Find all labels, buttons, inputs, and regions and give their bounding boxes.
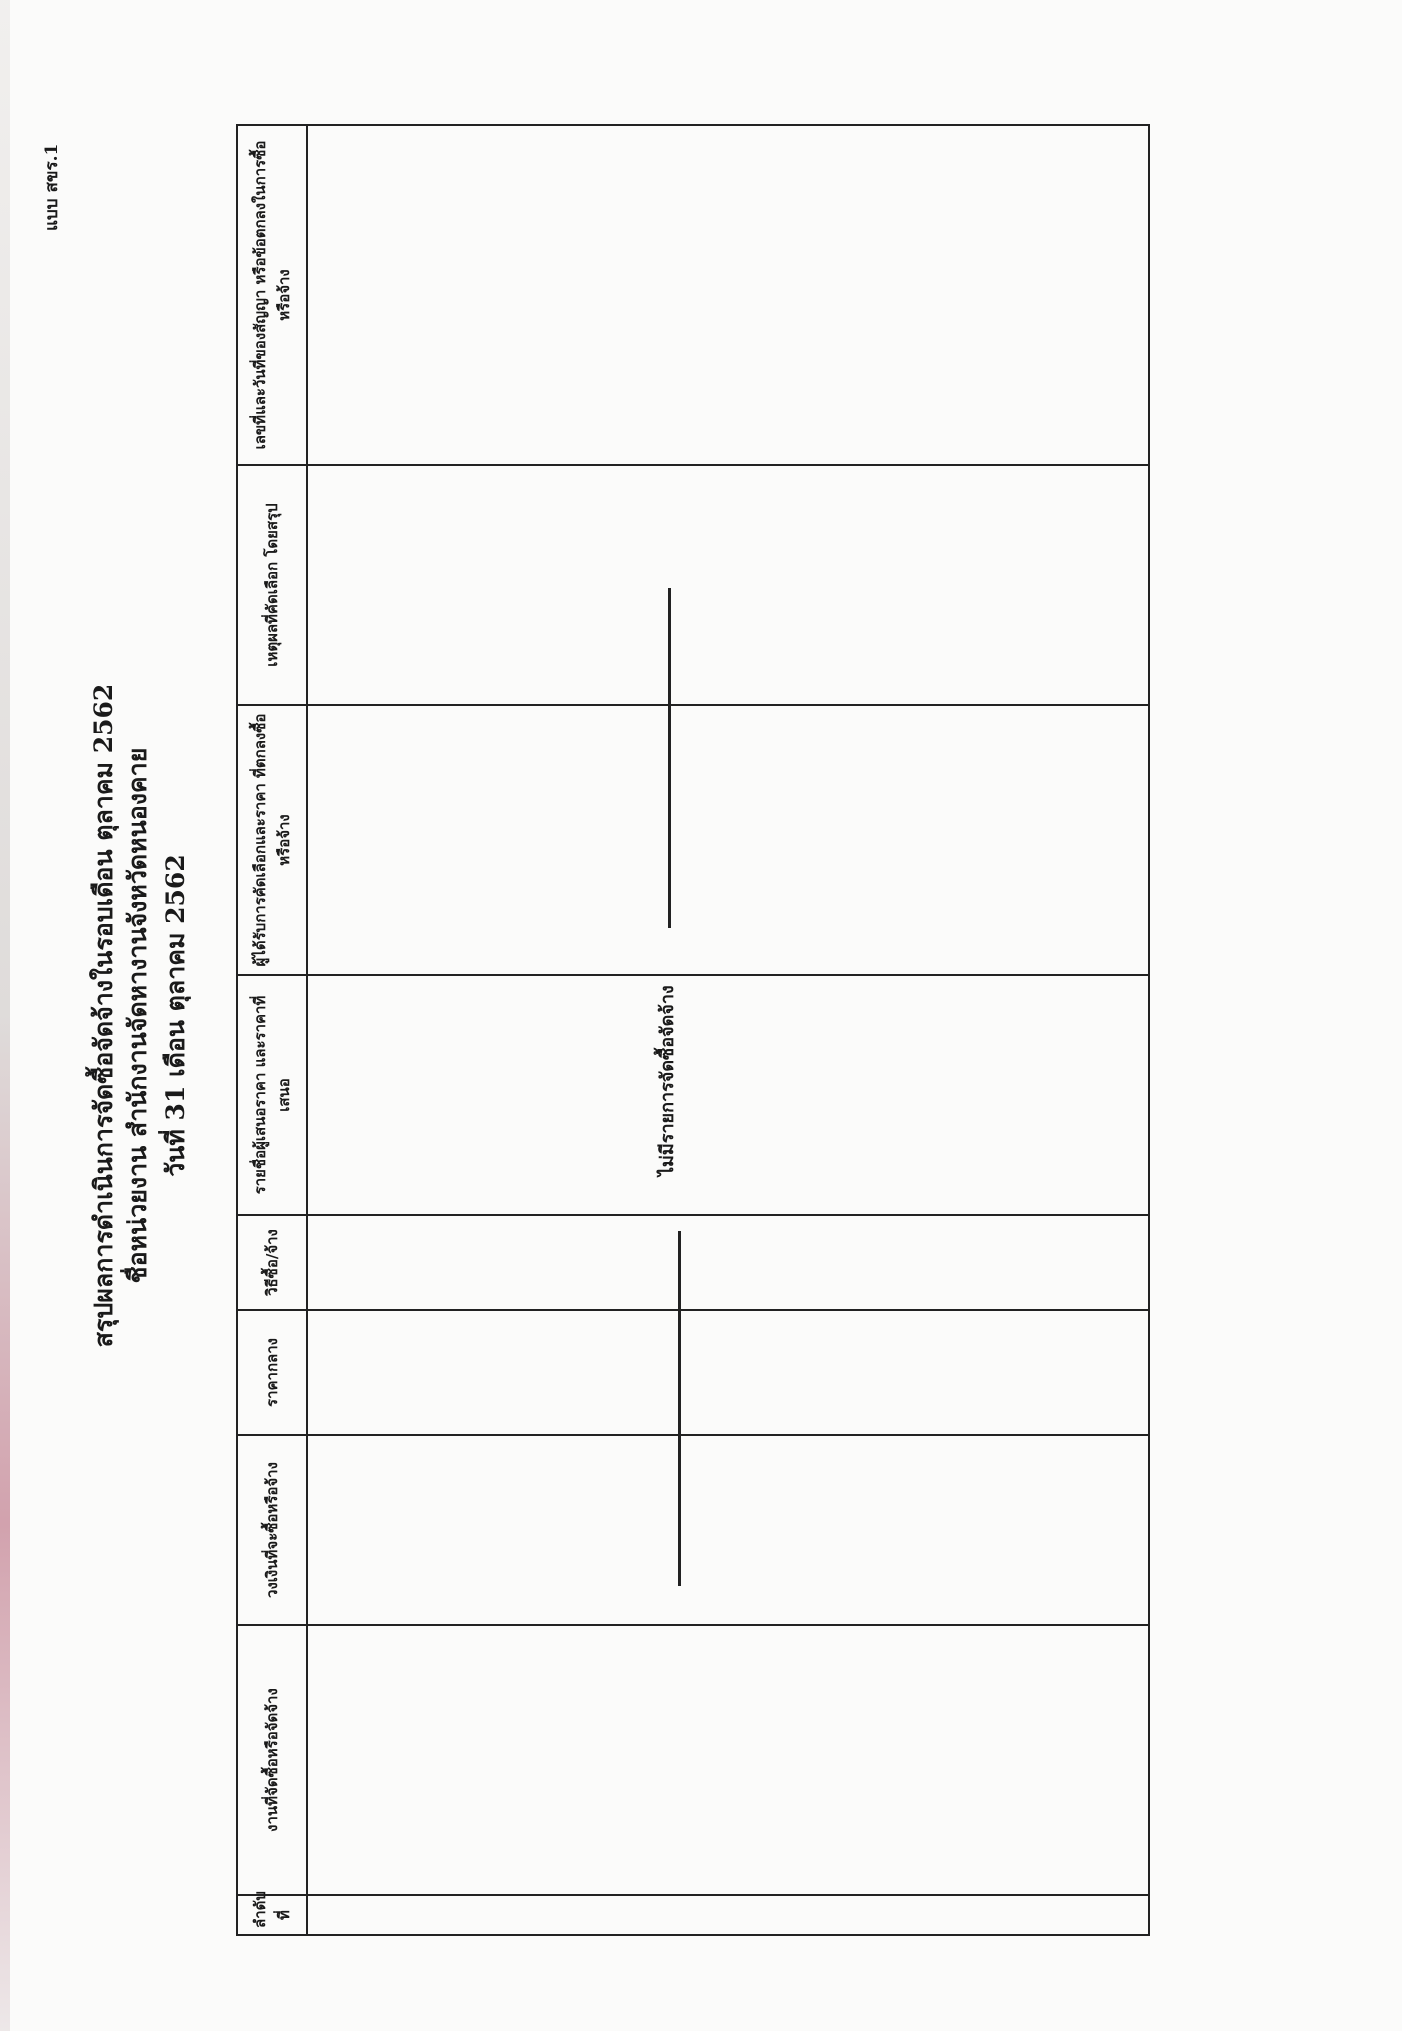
col-header-method: วิธีซื้อ/จ้าง [237,1215,307,1310]
procurement-table [236,124,1150,1936]
cell-bidders [307,975,1149,1215]
cell-item [307,1625,1149,1895]
no-items-text: ไม่มีรายการจัดซื้อจัดจ้าง [657,985,678,1176]
cell-contract [307,125,1149,465]
col-header-selected: ผู้ได้รับการคัดเลือกและราคา ที่ตกลงซื้อหรือจ้าง [237,705,307,975]
table-row [307,125,1149,1935]
form-code: แบบ สขร.1 [42,143,62,231]
cell-order [307,1895,1149,1935]
agency-name: ชื่อหน่วยงาน สำนักงานจัดหางานจังหวัดหนองคาย [123,747,152,1284]
col-header-item: งานที่จัดซื้อหรือจัดจ้าง [237,1625,307,1895]
col-header-order: ลำดับที่ [237,1895,307,1935]
dash-line-right [668,588,671,928]
report-date: วันที่ 31 เดือน ตุลาคม 2562 [161,854,190,1177]
header-row [237,125,307,1935]
dash-line-left [678,1231,681,1586]
col-header-median-price: ราคากลาง [237,1310,307,1435]
cell-median-price [307,1310,1149,1435]
cell-reason [307,465,1149,705]
cell-method [307,1215,1149,1310]
report-title: สรุปผลการดำเนินการจัดซื้อจัดจ้างในรอบเดือน ตุลาคม 2562 [89,683,118,1348]
col-header-budget: วงเงินที่จะซื้อหรือจ้าง [237,1435,307,1625]
col-header-contract: เลขที่และวันที่ของสัญญา หรือข้อตกลงในการซื้อหรือจ้าง [237,125,307,465]
col-header-reason: เหตุผลที่คัดเลือก โดยสรุป [237,465,307,705]
col-header-bidders: รายชื่อผู้เสนอราคา และราคาที่เสนอ [237,975,307,1215]
cell-budget [307,1435,1149,1625]
cell-selected [307,705,1149,975]
